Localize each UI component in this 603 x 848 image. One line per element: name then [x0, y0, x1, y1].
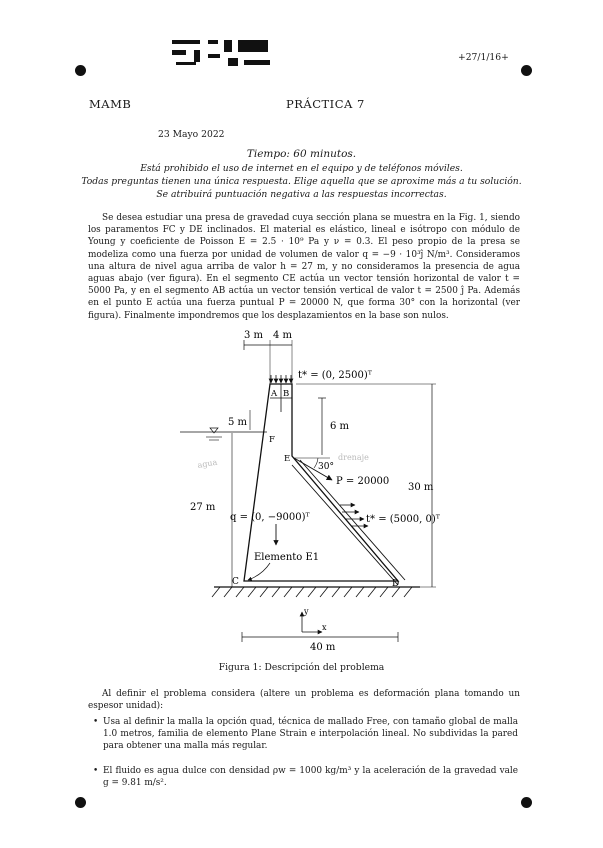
problem-statement: Se desea estudiar una presa de gravedad cuya sección plana se muestra en la Fig. 1, siendo los paramentos FC y DE inclinados. El material es elástico, lineal e isótropo con módulo de Young y coeficiente de Poisson E = 2.5 · 10⁹ Pa y ν = 0.3. El peso propio de la presa se modeliza como una fuerza por unidad de volumen de valor q = −9 · 10³ĵ N/m³. Consideramos una altura de nivel agua arriba de valor h = 27 m, y no consideramos la presencia de agua aguas abajo (ver figura). En el segmento CE actúa un vector tensión horizontal de valor t = 5000 Pa, y en el segmento AB actúa un vector tensión vertical de valor t = 2500 ĵ Pa. Además en el punto E actúa una fuerza puntual P = 20000 N, que forma 30° con la horizontal (ver figura). Finalmente impondremos que los desplazamientos en la base son nulos. — [88, 213, 520, 321]
label-C: C — [232, 577, 239, 587]
dim-30m: 30 m — [408, 482, 434, 493]
problem-figure — [150, 330, 450, 658]
course-code: MAMB — [89, 97, 132, 111]
dim-5m: 5 m — [228, 417, 248, 428]
bullet-dot: • — [93, 717, 99, 727]
figure-caption: Figura 1: Descripción del problema — [218, 662, 385, 673]
traction-side-label: t* = (5000, 0)ᵀ — [366, 514, 440, 525]
axis-x: x — [322, 623, 327, 632]
page-title: PRÁCTICA 7 — [286, 97, 365, 111]
angle-label: 30° — [318, 462, 334, 472]
bullet-dot: • — [93, 766, 99, 776]
water-label: agua — [196, 457, 218, 470]
faint-label: drenaje — [338, 453, 369, 462]
ground-hatching — [212, 587, 412, 597]
label-E: E — [284, 454, 291, 464]
intro-list: Al definir el problema considera (altere un problema es deformación plana tomando un espesor unidad): — [88, 689, 520, 712]
label-D: D — [392, 579, 400, 589]
force-label: P = 20000 — [336, 476, 390, 487]
traction-top-label: t* = (0, 2500)ᵀ — [298, 370, 372, 381]
element-label: Elemento E1 — [254, 552, 320, 563]
punch-hole-top-left — [75, 65, 86, 76]
list-item — [93, 716, 518, 753]
rule-line: Todas preguntas tienen una única respuesta. Elige aquella que se aproxime más a tu solución. — [81, 176, 522, 187]
dim-6m: 6 m — [330, 421, 350, 432]
axis-y: y — [304, 607, 309, 616]
list-item — [93, 765, 518, 789]
body-force-label: q = (0, −9000)ᵀ — [230, 512, 310, 523]
dim-3m: 3 m — [244, 330, 264, 341]
dim-40m: 40 m — [310, 642, 336, 653]
bullet-text: El fluido es agua dulce con densidad ρw = 1000 kg/m³ y la aceleración de la gravedad vale g = 9.81 m/s². — [103, 766, 518, 789]
label-F: F — [269, 435, 275, 445]
dim-4m: 4 m — [273, 330, 293, 341]
punch-hole-bottom-left — [75, 797, 86, 808]
punch-hole-top-right — [521, 65, 532, 76]
exam-date: 23 Mayo 2022 — [158, 129, 225, 140]
bullet-text: Usa al definir la malla la opción quad, técnica de mallado Free, con tamaño global de malla 1.0 metros, familia de elemento Plane Strain e interpolación lineal. No subdividas la pared para obtener una malla más regular. — [103, 717, 518, 752]
dim-27m: 27 m — [190, 502, 216, 513]
rule-line: Se atribuirá puntuación negativa a las respuestas incorrectas. — [156, 189, 447, 200]
rule-line: Está prohibido el uso de internet en el equipo y de teléfonos móviles. — [140, 163, 463, 174]
exam-code-marks — [172, 40, 272, 66]
label-B: B — [283, 389, 290, 399]
label-A: A — [271, 389, 278, 399]
page-id: +27/1/16+ — [458, 52, 509, 63]
time-note: Tiempo: 60 minutos. — [246, 148, 357, 160]
punch-hole-bottom-right — [521, 797, 532, 808]
